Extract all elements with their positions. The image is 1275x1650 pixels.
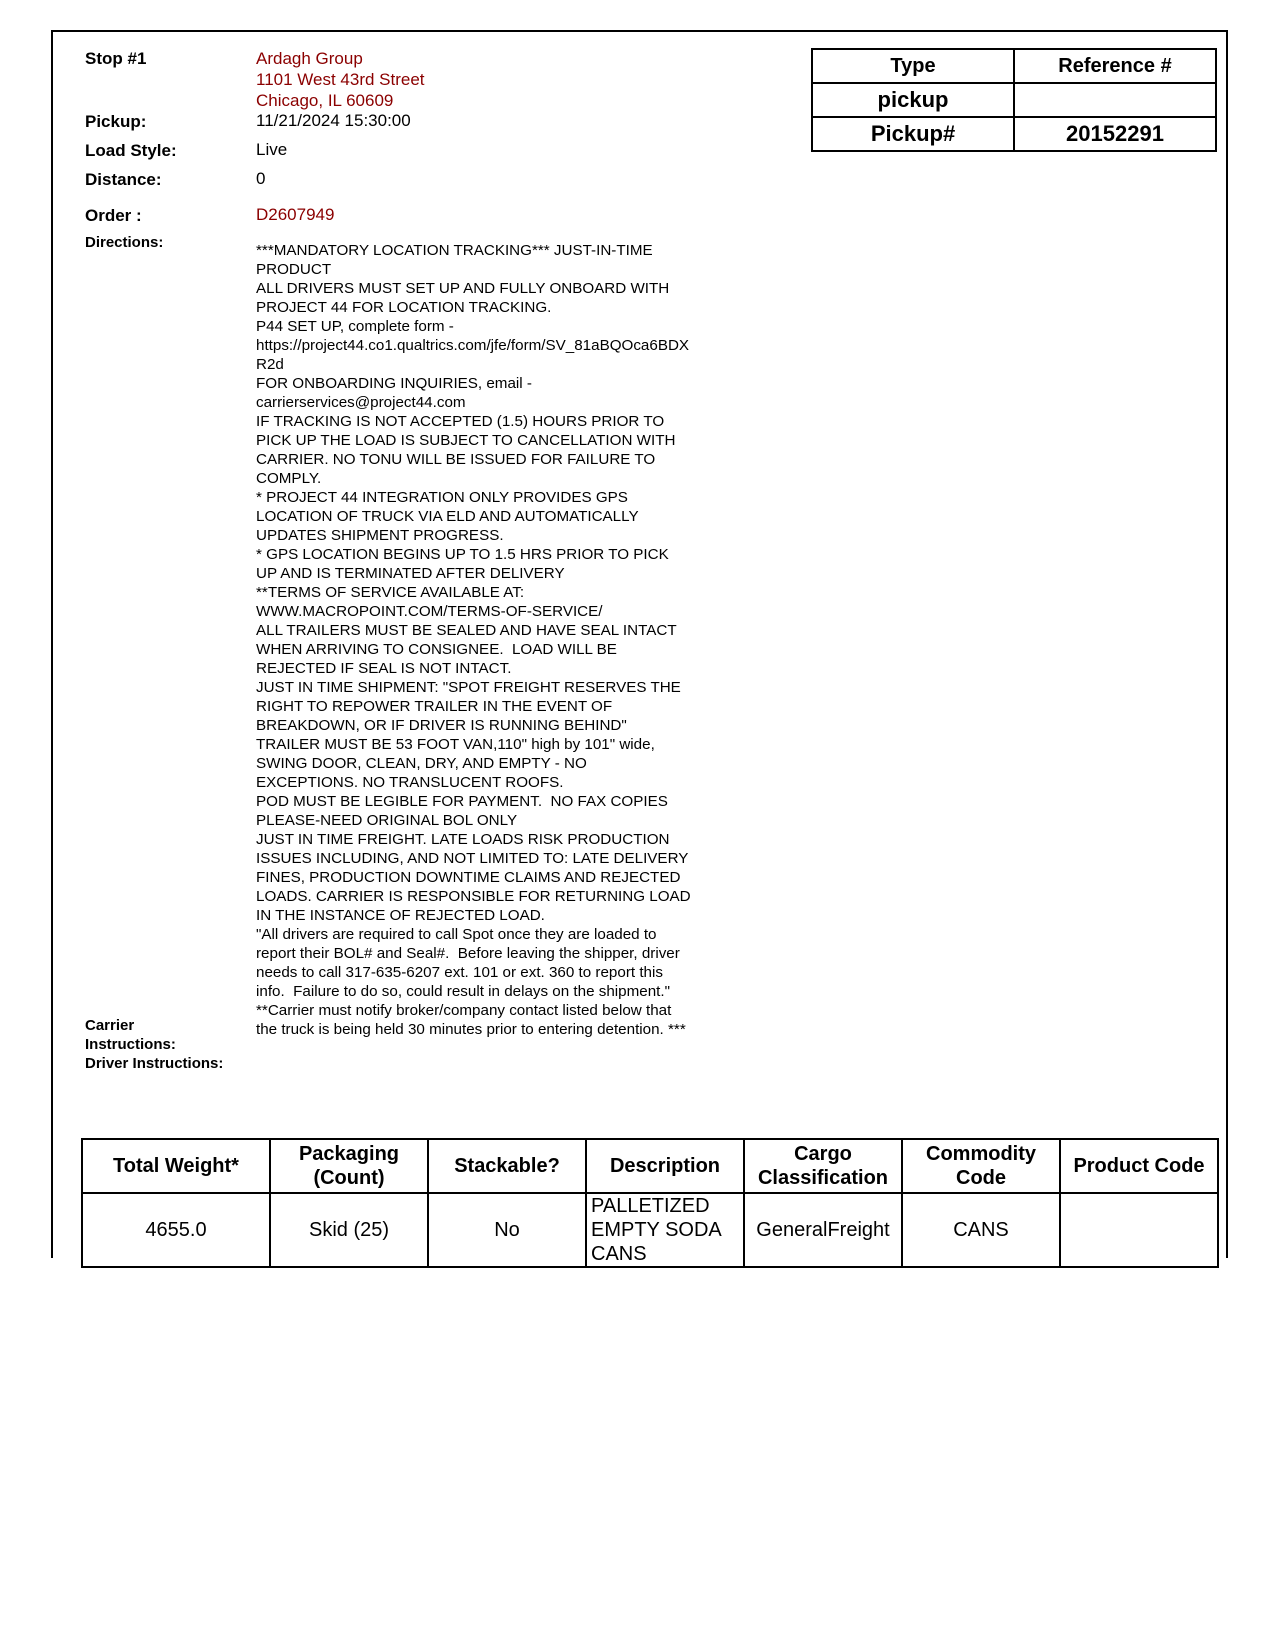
cell-commodity-code: CANS (902, 1193, 1060, 1267)
cargo-header-row (82, 1139, 1218, 1193)
cell-packaging: Skid (25) (270, 1193, 428, 1267)
directions-line: P44 SET UP, complete form - (256, 318, 454, 335)
reference-row (812, 83, 1216, 117)
order-label: Order : (85, 206, 142, 225)
order-number: D2607949 (256, 205, 335, 224)
reference-type-cell: pickup (812, 83, 1014, 117)
directions-line: EXCEPTIONS. NO TRANSLUCENT ROOFS. (256, 774, 564, 791)
stop-label: Stop #1 (85, 49, 147, 68)
cargo-table (81, 1138, 1219, 1268)
directions-line: JUST IN TIME FREIGHT. LATE LOADS RISK PRODUCTION (256, 831, 670, 848)
directions-line: **TERMS OF SERVICE AVAILABLE AT: (256, 584, 525, 601)
directions-line: FOR ONBOARDING INQUIRIES, email - (256, 375, 532, 392)
load-style-value: Live (256, 140, 288, 159)
directions-line: * GPS LOCATION BEGINS UP TO 1.5 HRS PRIOR TO PICK (256, 546, 669, 563)
reference-header-row (812, 49, 1216, 83)
distance-label: Distance: (85, 170, 162, 189)
directions-line: **Carrier must notify broker/company contact listed below that (256, 1002, 672, 1019)
driver-instructions-label: Driver Instructions: (85, 1055, 224, 1072)
directions-line: the truck is being held 30 minutes prior to entering detention. *** (256, 1021, 686, 1038)
cell-description: PALLETIZED EMPTY SODA CANS (586, 1193, 744, 1267)
cell-product-code (1060, 1193, 1218, 1267)
cell-cargo-classification: GeneralFreight (744, 1193, 902, 1267)
directions-line: PROJECT 44 FOR LOCATION TRACKING. (256, 299, 552, 316)
reference-header-type: Type (812, 49, 1014, 83)
directions-line: ***MANDATORY LOCATION TRACKING*** JUST-IN-TIME (256, 242, 653, 259)
directions-line: WWW.MACROPOINT.COM/TERMS-OF-SERVICE/ (256, 603, 603, 620)
directions-line: PRODUCT (256, 261, 332, 278)
directions-line: https://project44.co1.qualtrics.com/jfe/form/SV_81aBQOca6BDX (256, 337, 690, 354)
reference-number-cell (1014, 83, 1216, 117)
cell-total-weight: 4655.0 (82, 1193, 270, 1267)
directions-line: ISSUES INCLUDING, AND NOT LIMITED TO: LATE DELIVERY (256, 850, 689, 867)
directions-label: Directions: (85, 234, 164, 251)
directions-line: SWING DOOR, CLEAN, DRY, AND EMPTY - NO (256, 755, 587, 772)
stop-address (256, 48, 425, 111)
stop-name: Ardagh Group (256, 49, 363, 68)
directions-line: POD MUST BE LEGIBLE FOR PAYMENT. NO FAX COPIES (256, 793, 668, 810)
directions-line: REJECTED IF SEAL IS NOT INTACT. (256, 660, 512, 677)
directions-line: CARRIER. NO TONU WILL BE ISSUED FOR FAILURE TO (256, 451, 656, 468)
cell-stackable: No (428, 1193, 586, 1267)
directions-line: "All drivers are required to call Spot once they are loaded to (256, 926, 657, 943)
directions-text (256, 241, 736, 1039)
header-description: Description (586, 1139, 744, 1193)
directions-line: LOADS. CARRIER IS RESPONSIBLE FOR RETURNING LOAD (256, 888, 691, 905)
carrier-instructions-label-line2: Instructions: (85, 1036, 176, 1053)
reference-header-number: Reference # (1014, 49, 1216, 83)
distance-value: 0 (256, 169, 266, 188)
header-product-code: Product Code (1060, 1139, 1218, 1193)
directions-line: ALL TRAILERS MUST BE SEALED AND HAVE SEAL INTACT (256, 622, 677, 639)
stop-address-line1: 1101 West 43rd Street (256, 70, 425, 89)
directions-line: LOCATION OF TRUCK VIA ELD AND AUTOMATICALLY (256, 508, 639, 525)
directions-line: WHEN ARRIVING TO CONSIGNEE. LOAD WILL BE (256, 641, 617, 658)
cargo-row (82, 1193, 1218, 1267)
directions-line: needs to call 317-635-6207 ext. 101 or ext. 360 to report this (256, 964, 663, 981)
reference-table (811, 48, 1217, 152)
directions-line: ALL DRIVERS MUST SET UP AND FULLY ONBOARD WITH (256, 280, 670, 297)
directions-line: info. Failure to do so, could result in delays on the shipment." (256, 983, 670, 1000)
directions-line: * PROJECT 44 INTEGRATION ONLY PROVIDES GPS (256, 489, 628, 506)
directions-line: IN THE INSTANCE OF REJECTED LOAD. (256, 907, 545, 924)
reference-number-cell: 20152291 (1014, 117, 1216, 151)
header-packaging: Packaging (Count) (270, 1139, 428, 1193)
load-style-label: Load Style: (85, 141, 177, 160)
directions-line: PLEASE-NEED ORIGINAL BOL ONLY (256, 812, 518, 829)
directions-line: report their BOL# and Seal#. Before leaving the shipper, driver (256, 945, 680, 962)
pickup-datetime: 11/21/2024 15:30:00 (256, 111, 411, 130)
directions-line: JUST IN TIME SHIPMENT: "SPOT FREIGHT RESERVES THE (256, 679, 681, 696)
directions-line: PICK UP THE LOAD IS SUBJECT TO CANCELLATION WITH (256, 432, 676, 449)
directions-line: COMPLY. (256, 470, 322, 487)
directions-line: IF TRACKING IS NOT ACCEPTED (1.5) HOURS PRIOR TO (256, 413, 665, 430)
reference-type-cell: Pickup# (812, 117, 1014, 151)
header-commodity-code: Commodity Code (902, 1139, 1060, 1193)
stop-address-line2: Chicago, IL 60609 (256, 91, 394, 110)
directions-line: UP AND IS TERMINATED AFTER DELIVERY (256, 565, 565, 582)
header-stackable: Stackable? (428, 1139, 586, 1193)
directions-line: BREAKDOWN, OR IF DRIVER IS RUNNING BEHIND" (256, 717, 627, 734)
directions-line: R2d (256, 356, 284, 373)
directions-line: FINES, PRODUCTION DOWNTIME CLAIMS AND REJECTED (256, 869, 681, 886)
reference-row (812, 117, 1216, 151)
header-total-weight: Total Weight* (82, 1139, 270, 1193)
directions-line: RIGHT TO REPOWER TRAILER IN THE EVENT OF (256, 698, 613, 715)
carrier-instructions-label-line1: Carrier (85, 1017, 135, 1034)
header-cargo-classification: Cargo Classification (744, 1139, 902, 1193)
directions-line: UPDATES SHIPMENT PROGRESS. (256, 527, 504, 544)
directions-line: carrierservices@project44.com (256, 394, 466, 411)
pickup-label: Pickup: (85, 112, 147, 131)
directions-line: TRAILER MUST BE 53 FOOT VAN,110" high by 101" wide, (256, 736, 655, 753)
